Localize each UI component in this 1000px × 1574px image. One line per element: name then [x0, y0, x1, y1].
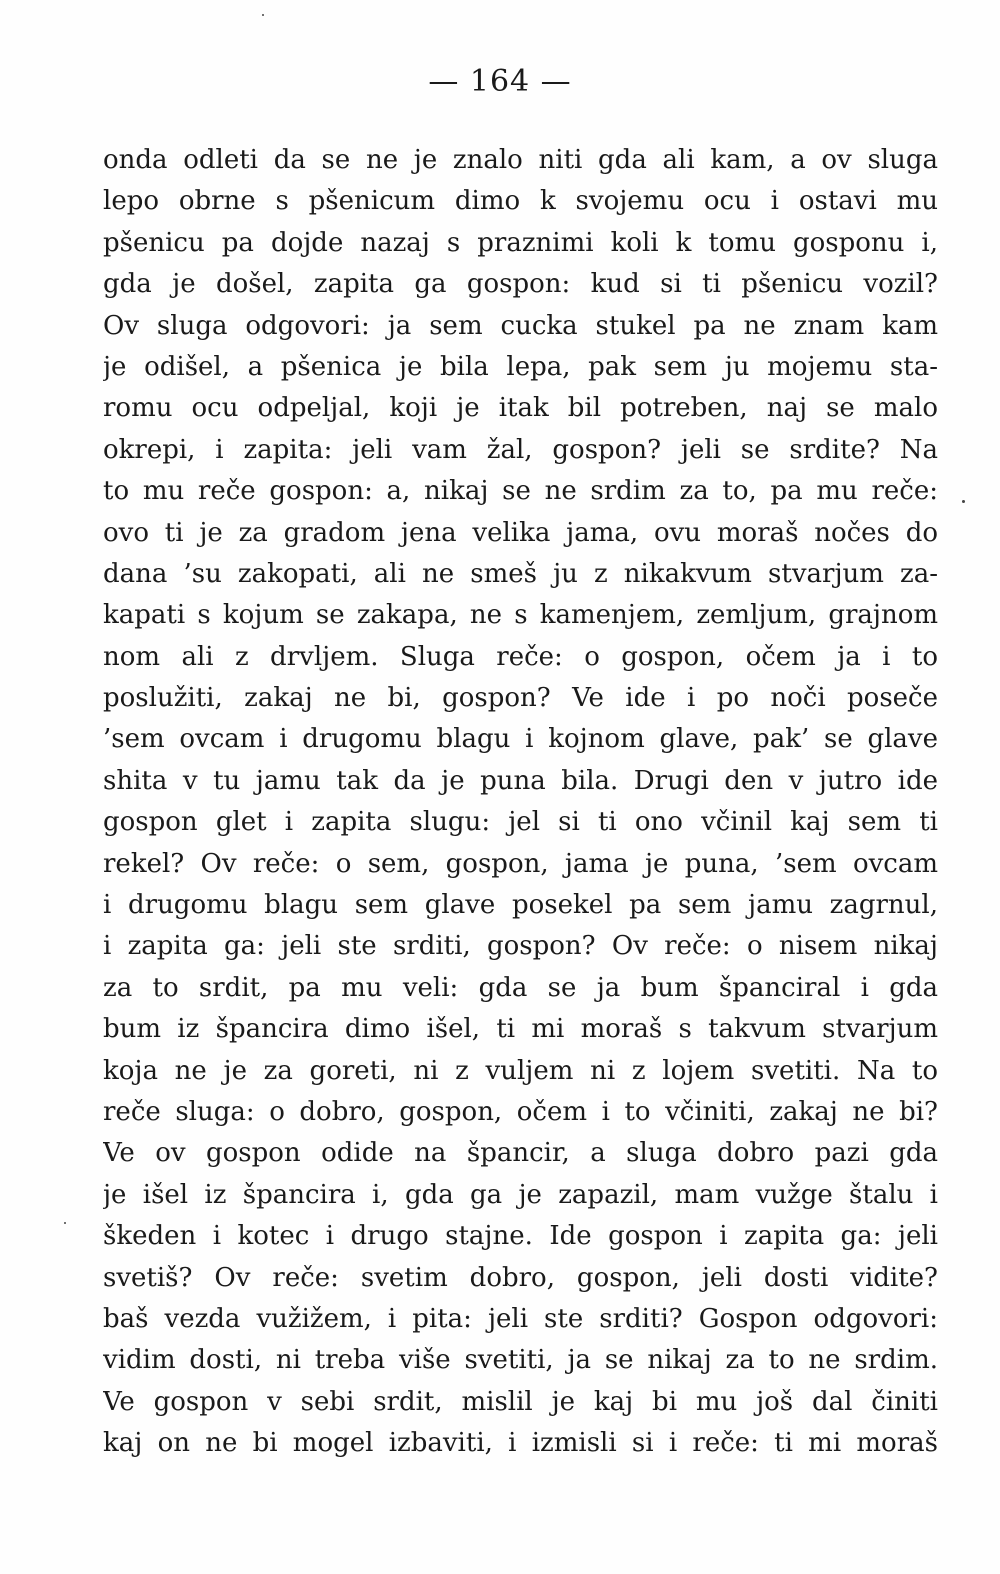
- text-line: Ve ov gospon odide na špancir, a sluga dobro pazi gda: [103, 1138, 938, 1169]
- scan-speck: [64, 1222, 66, 1224]
- text-line: gda je došel, zapita ga gospon: kud si ti pšenicu vozil?: [103, 269, 938, 300]
- text-line: rekel? Ov reče: o sem, gospon, jama je puna, ’sem ovcam: [103, 848, 938, 879]
- text-line: za to srdit, pa mu veli: gda se ja bum španciral i gda: [103, 972, 938, 1003]
- text-line: romu ocu odpeljal, koji je itak bil potreben, naj se malo: [103, 393, 938, 424]
- text-line: onda odleti da se ne je znalo niti gda ali kam, a ov sluga: [103, 145, 938, 175]
- text-line: reče sluga: o dobro, gospon, očem i to včiniti, zakaj ne bi?: [103, 1096, 938, 1127]
- text-line: kaj on ne bi mogel izbaviti, i izmisli si i reče: ti mi moraš: [103, 1428, 938, 1459]
- text-line: gospon glet i zapita slugu: jel si ti ono včinil kaj sem ti: [103, 807, 938, 838]
- text-line: kapati s kojum se zakapa, ne s kamenjem, zemljum, grajnom: [103, 600, 938, 631]
- text-line: Ov sluga odgovori: ja sem cucka stukel pa ne znam kam: [103, 310, 938, 341]
- text-line: nom ali z drvljem. Sluga reče: o gospon, očem ja i to: [103, 641, 938, 672]
- text-line: Ve gospon v sebi srdit, mislil je kaj bi mu još dal činiti: [103, 1386, 938, 1417]
- text-line: lepo obrne s pšenicum dimo k svojemu ocu i ostavi mu: [103, 186, 938, 217]
- text-line: dana ’su zakopati, ali ne smeš ju z nikakvum stvarjum za-: [103, 558, 938, 589]
- text-line: i drugomu blagu sem glave posekel pa sem jamu zagrnul,: [103, 890, 938, 921]
- text-line: pšenicu pa dojde nazaj s praznimi koli k tomu gosponu i,: [103, 227, 938, 258]
- text-line: ovo ti je za gradom jena velika jama, ovu moraš nočes do: [103, 517, 938, 548]
- text-line: škeden i kotec i drugo stajne. Ide gospon i zapita ga: jeli: [103, 1221, 938, 1252]
- text-line: baš vezda vužižem, i pita: jeli ste srditi? Gospon odgovori:: [103, 1303, 938, 1334]
- text-line: je odišel, a pšenica je bila lepa, pak sem ju mojemu sta-: [103, 351, 938, 382]
- text-line: poslužiti, zakaj ne bi, gospon? Ve ide i po noči poseče: [103, 683, 938, 714]
- text-line: i zapita ga: jeli ste srditi, gospon? Ov reče: o nisem nikaj: [103, 931, 938, 962]
- text-line: okrepi, i zapita: jeli vam žal, gospon? jeli se srdite? Na: [103, 434, 938, 465]
- scan-speck: [962, 500, 965, 503]
- text-line: bum iz špancira dimo išel, ti mi moraš s takvum stvarjum: [103, 1014, 938, 1045]
- body-text: [103, 140, 938, 1465]
- scan-speck: [262, 14, 264, 16]
- text-line: svetiš? Ov reče: svetim dobro, gospon, jeli dosti vidite?: [103, 1262, 938, 1293]
- text-line: to mu reče gospon: a, nikaj se ne srdim za to, pa mu reče:: [103, 476, 938, 507]
- text-line: vidim dosti, ni treba više svetiti, ja se nikaj za to ne srdim.: [103, 1345, 938, 1376]
- text-line: ’sem ovcam i drugomu blagu i kojnom glave, pak’ se glave: [103, 724, 938, 755]
- text-line: shita v tu jamu tak da je puna bila. Drugi den v jutro ide: [103, 765, 938, 796]
- text-line: koja ne je za goreti, ni z vuljem ni z lojem svetiti. Na to: [103, 1055, 938, 1086]
- text-line: je išel iz špancira i, gda ga je zapazil, mam vužge štalu i: [103, 1179, 938, 1210]
- page-number: — 164 —: [428, 64, 572, 99]
